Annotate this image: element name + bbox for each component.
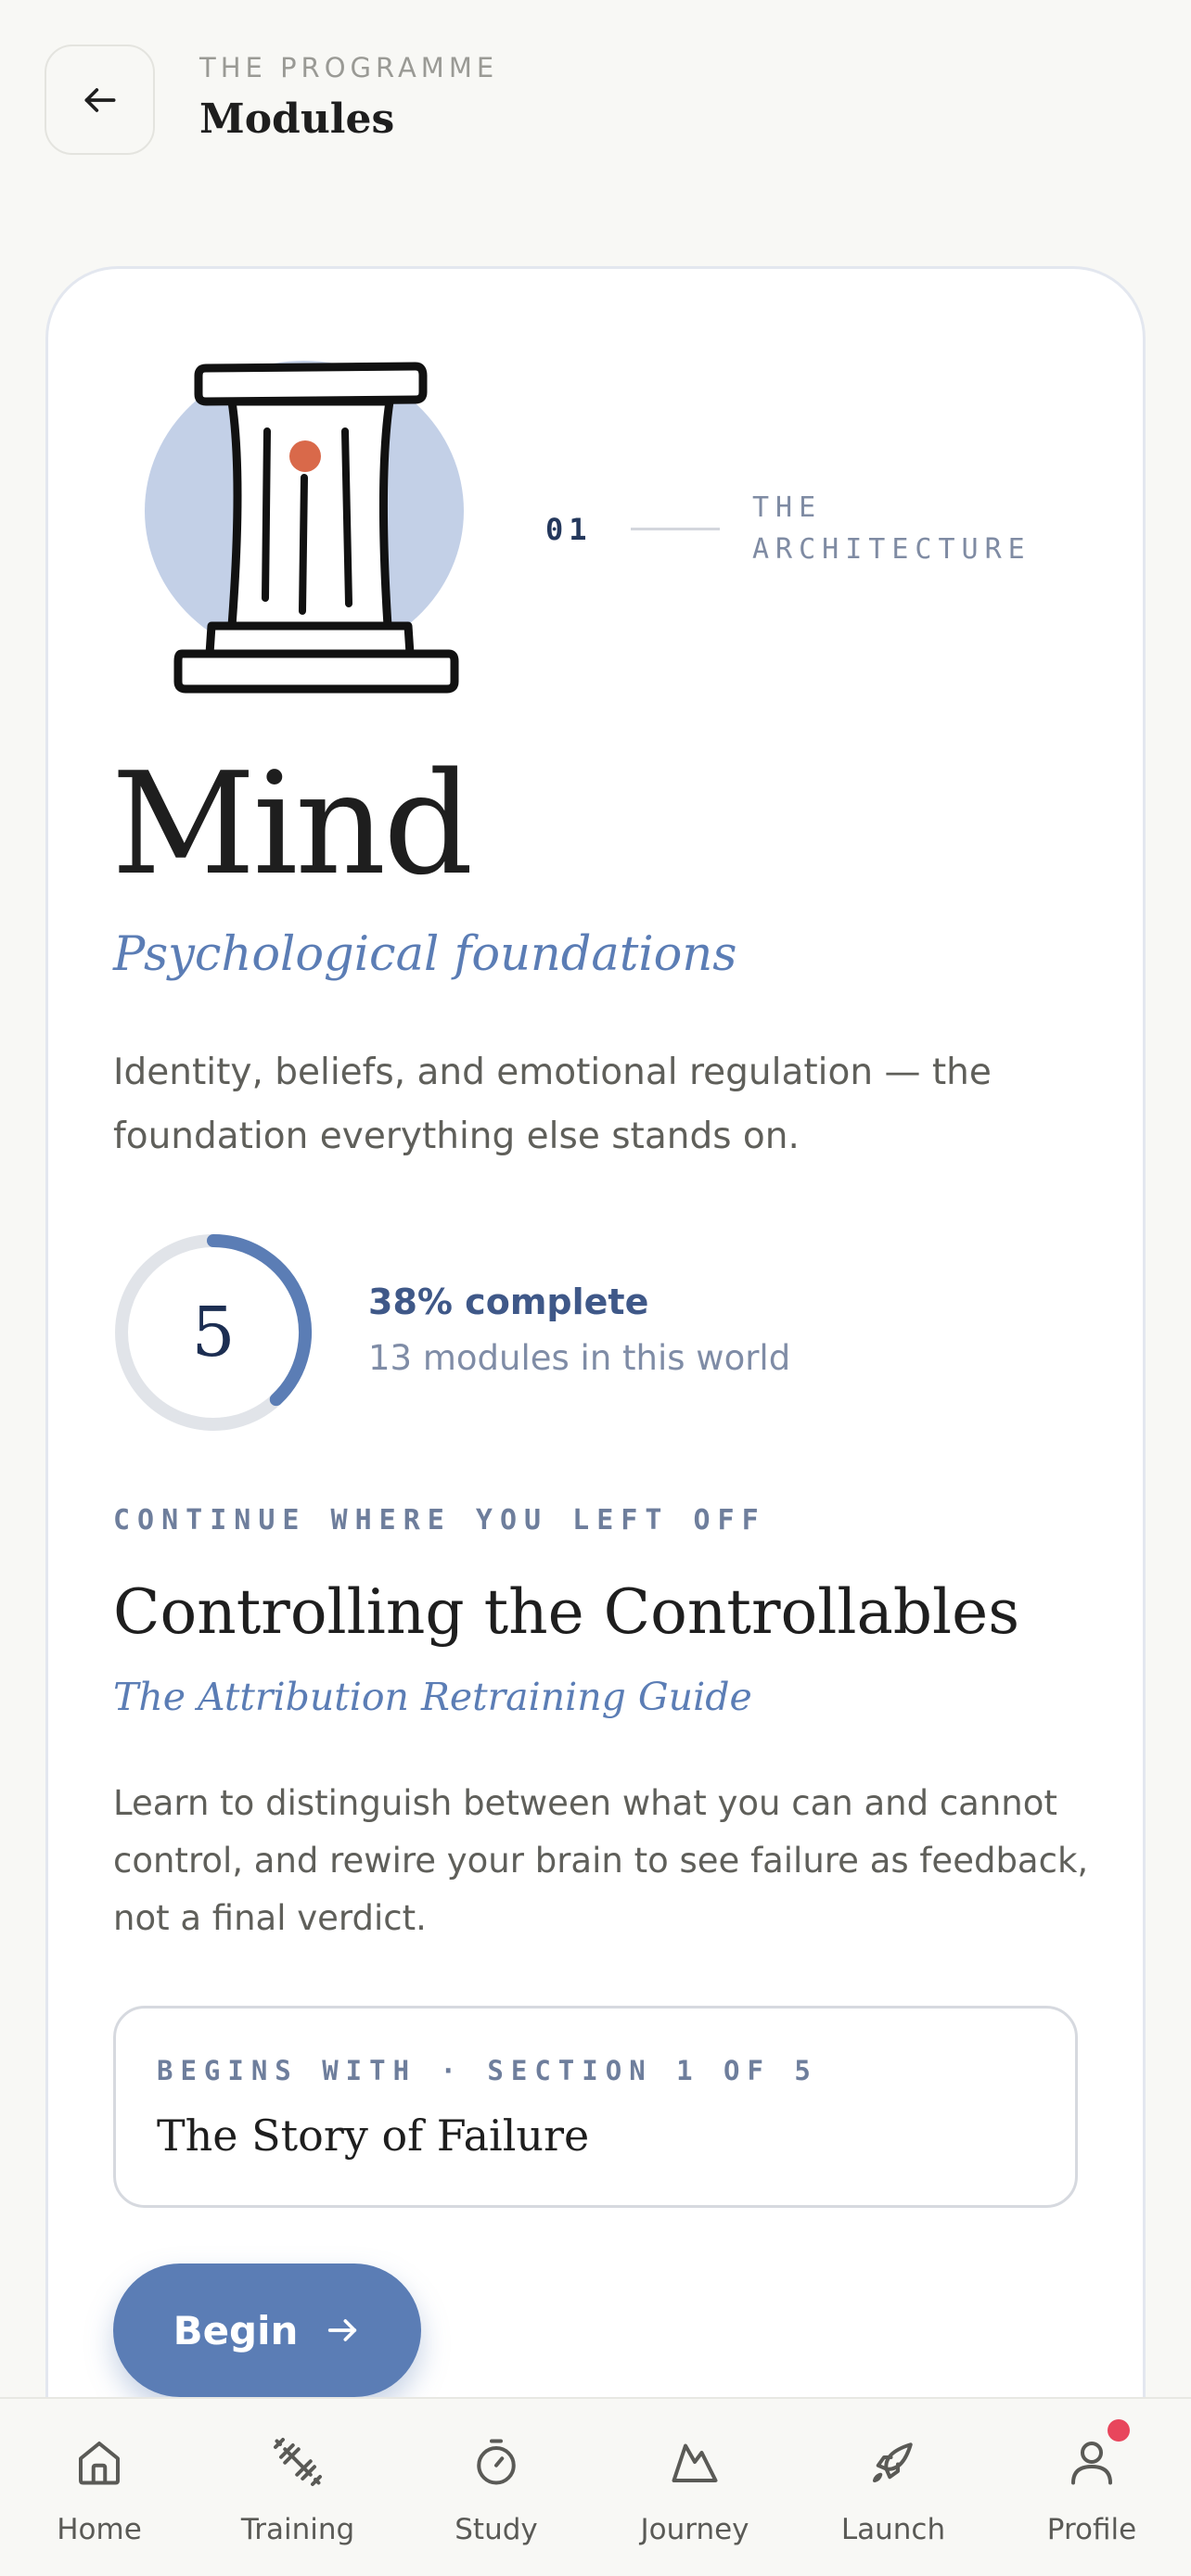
mountain-icon [667,2434,723,2490]
page-title: Modules [199,96,395,143]
nav-item-home[interactable] [0,2399,198,2576]
world-description: Identity, beliefs, and emotional regulation — the foundation everything else stands on. [113,1052,992,1157]
notification-badge [1108,2419,1130,2442]
nav-label-journey: Journey [640,2513,749,2546]
nav-item-journey[interactable] [596,2399,794,2576]
module-description: Learn to distinguish between what you can and cannot control, and rewire your brain to see failure as feedback, not a final verdict. [113,1783,1089,1938]
world-title: Mind [111,742,471,906]
nav-label-home: Home [57,2513,142,2546]
begin-button-label: Begin [173,2307,299,2353]
arrow-left-icon [80,80,121,121]
world-name: THE ARCHITECTURE [752,491,1031,566]
bottom-nav [0,2397,1191,2576]
nav-item-launch[interactable] [794,2399,992,2576]
module-title: Controlling the Controllables [113,1576,1020,1648]
stopwatch-icon [468,2434,524,2490]
nav-label-study: Study [455,2513,538,2546]
pillar-illustration [139,348,473,709]
top-header [0,0,1191,213]
progress-ring-number: 5 [191,1293,236,1372]
world-number: 01 [545,512,593,547]
nav-label-training: Training [240,2513,355,2546]
header-eyebrow: THE PROGRAMME [199,52,499,83]
back-button[interactable] [45,45,155,155]
nav-item-profile[interactable] [992,2399,1191,2576]
progress-percent: 38% complete [368,1282,649,1322]
world-subtitle: Psychological foundations [113,927,737,982]
world-divider [631,528,720,530]
module-subtitle: The Attribution Retraining Guide [113,1675,752,1719]
continue-label: CONTINUE WHERE YOU LEFT OFF [113,1504,766,1537]
home-icon [71,2434,127,2490]
first-section-label: BEGINS WITH · SECTION 1 OF 5 [157,2055,818,2086]
modules-count: 13 modules in this world [368,1338,791,1378]
first-section-title: The Story of Failure [157,2111,590,2161]
dumbbell-icon [270,2434,326,2490]
user-icon [1064,2434,1120,2490]
first-section-card[interactable] [113,2006,1078,2208]
nav-item-study[interactable] [397,2399,596,2576]
rocket-icon [865,2434,921,2490]
nav-label-launch: Launch [840,2513,946,2546]
arrow-right-icon [324,2312,361,2349]
nav-label-profile: Profile [1046,2513,1137,2546]
nav-item-training[interactable] [198,2399,397,2576]
begin-button[interactable] [113,2264,421,2397]
